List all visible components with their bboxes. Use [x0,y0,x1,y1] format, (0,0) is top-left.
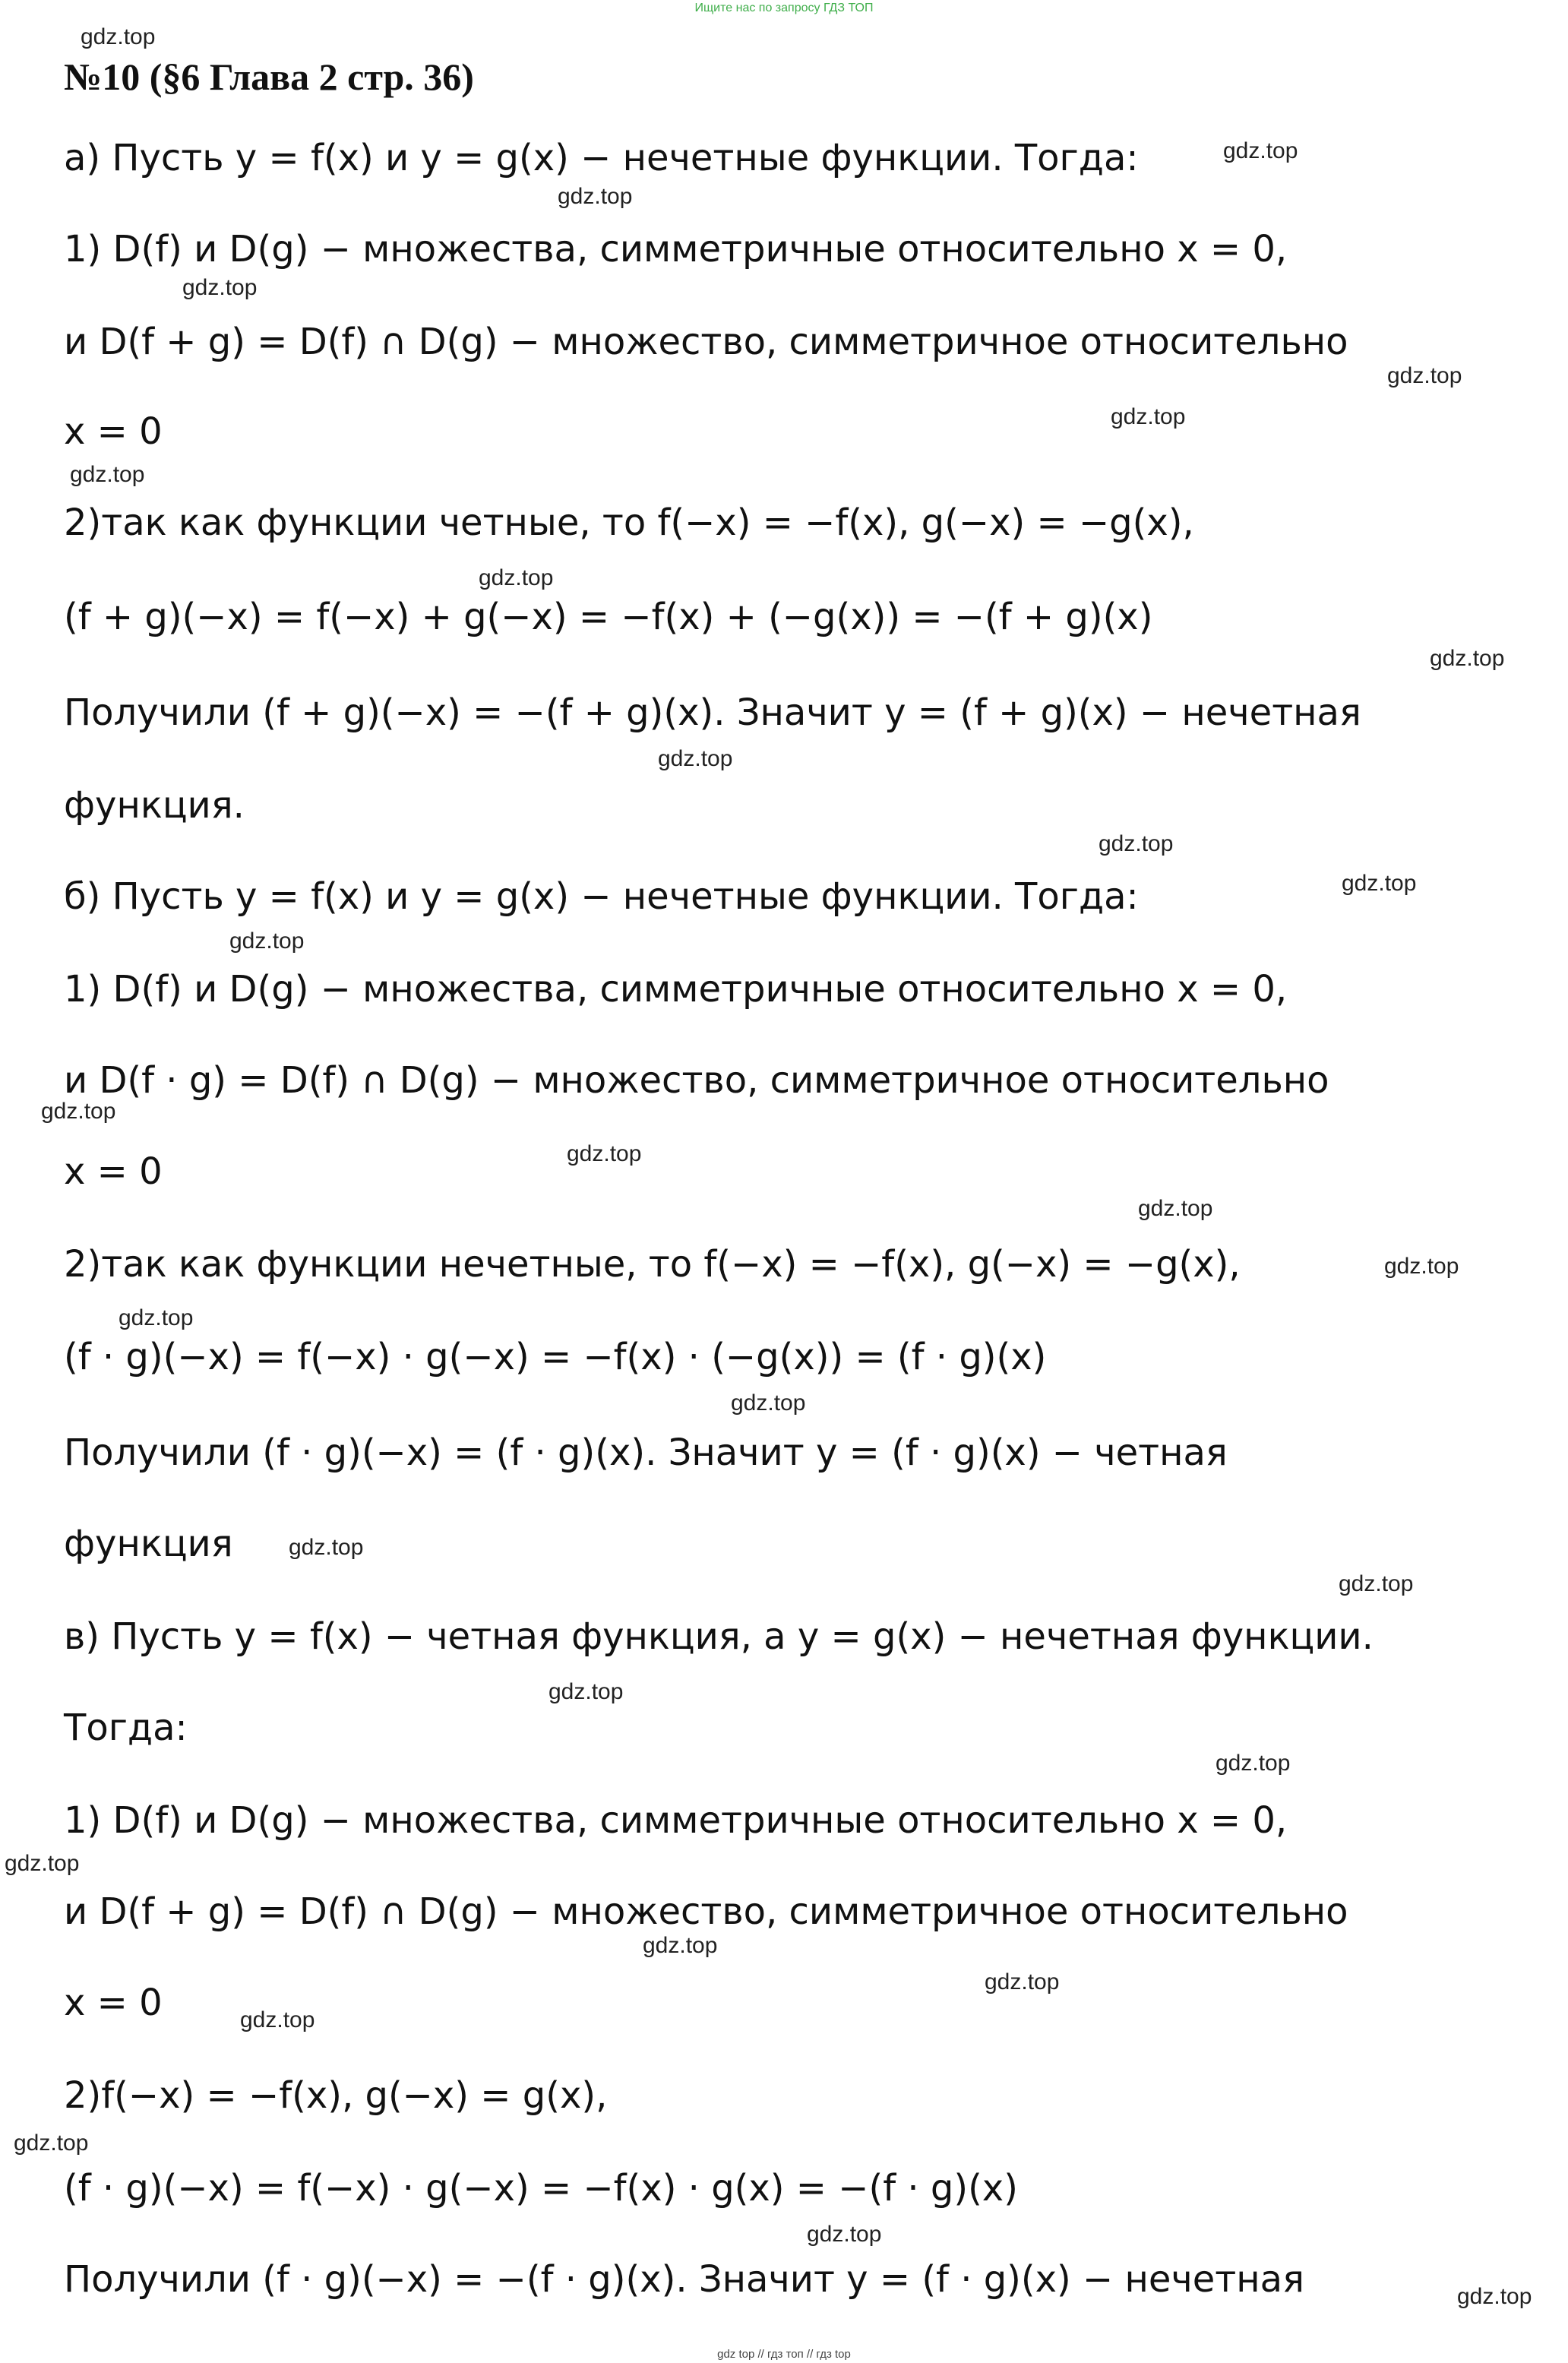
watermark: gdz.top [1339,1571,1414,1596]
text-line: 2)f(−x) = −f(x), g(−x) = g(x), [64,2074,608,2117]
watermark: gdz.top [548,1679,624,1704]
text-line: и D(f + g) = D(f) ∩ D(g) − множество, симметричное относительно [64,321,1348,363]
text-line: функция [64,1523,233,1565]
text-line: x = 0 [64,410,163,453]
text-line: (f · g)(−x) = f(−x) · g(−x) = −f(x) · g(x) = −(f · g)(x) [64,2167,1018,2210]
text-line: 2)так как функции нечетные, то f(−x) = −f(x), g(−x) = −g(x), [64,1243,1241,1286]
text-line: 1) D(f) и D(g) − множества, симметричные относительно x = 0, [64,968,1288,1011]
watermark: gdz.top [985,1969,1060,1994]
text-line: Тогда: [64,1707,188,1749]
text-line: функция. [64,784,245,827]
watermark: gdz.top [658,746,733,771]
text-line: (f · g)(−x) = f(−x) · g(−x) = −f(x) · (−g(x)) = (f · g)(x) [64,1336,1047,1378]
watermark: gdz.top [182,275,258,300]
watermark: gdz.top [567,1141,642,1166]
watermark: gdz.top [1342,871,1417,896]
promo-banner: Ищите нас по запросу ГДЗ ТОП [694,2,874,14]
text-line: Получили (f · g)(−x) = −(f · g)(x). Значит y = (f · g)(x) − нечетная [64,2258,1304,2301]
watermark: gdz.top [229,928,305,954]
watermark: gdz.top [41,1099,116,1124]
text-line: Получили (f + g)(−x) = −(f + g)(x). Значит y = (f + g)(x) − нечетная [64,691,1361,734]
watermark: gdz.top [5,1851,80,1876]
watermark: gdz.top [119,1305,194,1330]
text-line: 1) D(f) и D(g) − множества, симметричные относительно x = 0, [64,228,1288,270]
page-title: №10 (§6 Глава 2 стр. 36) [64,55,474,98]
watermark: gdz.top [558,184,633,209]
text-line: 1) D(f) и D(g) − множества, симметричные относительно x = 0, [64,1799,1288,1842]
watermark: gdz.top [1387,363,1462,388]
watermark: gdz.top [1430,646,1505,671]
text-line: (f + g)(−x) = f(−x) + g(−x) = −f(x) + (−g(x)) = −(f + g)(x) [64,596,1153,638]
text-line: Получили (f · g)(−x) = (f · g)(x). Значит y = (f · g)(x) − четная [64,1431,1228,1474]
text-line: x = 0 [64,1150,163,1193]
text-line: и D(f + g) = D(f) ∩ D(g) − множество, симметричное относительно [64,1890,1348,1933]
watermark: gdz.top [1457,2284,1532,2309]
watermark: gdz.top [1384,1254,1459,1279]
text-line: б) Пусть y = f(x) и y = g(x) − нечетные функции. Тогда: [64,875,1139,918]
watermark: gdz.top [1111,404,1186,429]
footer-watermark: gdz top // гдз топ // гдз top [717,2348,851,2361]
watermark: gdz.top [240,2007,315,2032]
text-line: и D(f · g) = D(f) ∩ D(g) − множество, симметричное относительно [64,1059,1329,1102]
watermark: gdz.top [289,1535,364,1560]
text-line: в) Пусть y = f(x) − четная функция, а y = g(x) − нечетная функции. [64,1615,1374,1658]
watermark: gdz.top [1099,831,1174,856]
text-line: x = 0 [64,1982,163,2024]
text-line: 2)так как функции четные, то f(−x) = −f(x), g(−x) = −g(x), [64,501,1194,544]
watermark: gdz.top [1138,1196,1213,1221]
watermark: gdz.top [14,2130,89,2156]
watermark: gdz.top [643,1933,718,1958]
watermark: gdz.top [479,565,554,590]
watermark: gdz.top [1223,138,1298,163]
watermark: gdz.top [807,2222,882,2247]
watermark: gdz.top [1216,1751,1291,1776]
text-line: а) Пусть y = f(x) и y = g(x) − нечетные функции. Тогда: [64,137,1139,179]
watermark: gdz.top [70,462,145,487]
watermark: gdz.top [81,24,156,49]
watermark: gdz.top [731,1390,806,1416]
